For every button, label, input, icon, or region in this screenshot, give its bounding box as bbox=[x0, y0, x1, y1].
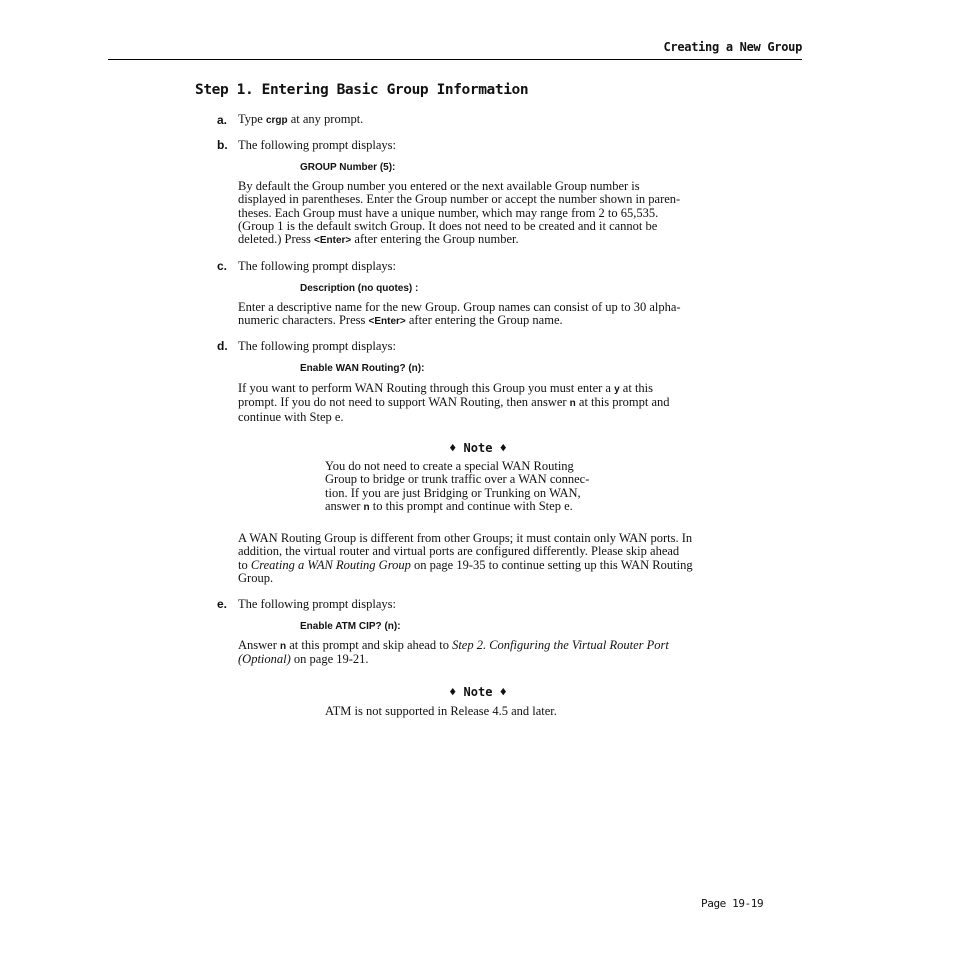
item-b-text: The following prompt displays: bbox=[238, 138, 396, 152]
key-enter: <Enter> bbox=[314, 235, 352, 247]
item-e-text: The following prompt displays: bbox=[238, 597, 396, 611]
item-a-label: a. bbox=[217, 113, 228, 127]
item-d-text: The following prompt displays: bbox=[238, 339, 396, 353]
cross-reference: Step 2. Configuring the Virtual Router Port bbox=[452, 638, 669, 652]
wan-routing-paragraph: A WAN Routing Group is different from other Groups; it must contain only WAN ports. In addition, the virtual router and virtual ports are configured differently. Please skip ahead to Creating a WAN Routing Group on page 19-35 to continue setting up this WAN Routing Group. bbox=[238, 531, 693, 585]
key-enter: <Enter> bbox=[368, 316, 406, 328]
key-n: n bbox=[363, 501, 370, 513]
prompt-enable-wan-routing: Enable WAN Routing? (n): bbox=[300, 363, 425, 374]
header-rule bbox=[108, 59, 802, 60]
item-c-label: c. bbox=[217, 259, 228, 273]
item-b-label: b. bbox=[217, 138, 228, 152]
prompt-enable-atm-cip: Enable ATM CIP? (n): bbox=[300, 621, 401, 632]
running-header: Creating a New Group bbox=[663, 40, 802, 54]
page-number: Page 19-19 bbox=[701, 897, 764, 910]
key-n: n bbox=[280, 641, 287, 652]
item-d-paragraph: If you want to perform WAN Routing through this Group you must enter a y at this prompt. If you do not need to support WAN Routing, then answer n at this prompt and continue with Step e. bbox=[238, 381, 670, 424]
item-c-text: The following prompt displays: bbox=[238, 259, 396, 273]
note-body: You do not need to create a special WAN Routing Group to bridge or trunk traffic over a WAN connec- tion. If you are just Bridging or Trunking on WAN, answer n to this prompt and continue with Step e. bbox=[325, 459, 590, 513]
prompt-description: Description (no quotes) : bbox=[300, 283, 419, 294]
item-a-text: Type crgp at any prompt. bbox=[238, 112, 364, 126]
key-y: y bbox=[614, 384, 620, 395]
item-b-paragraph: By default the Group number you entered or the next available Group number is displayed in parentheses. Enter the Group number or accept the number shown in paren- theses. Each Group must have a unique number, which may range from 2 to 65,535. (Group 1 is the default switch Group. It does not need to be created and it cannot be deleted.) Press <Enter> after entering the Group number. bbox=[238, 179, 681, 247]
prompt-group-number: GROUP Number (5): bbox=[300, 162, 396, 173]
item-e-paragraph: Answer n at this prompt and skip ahead to Step 2. Configuring the Virtual Router Port (Optional) on page 19-21. bbox=[238, 638, 669, 667]
cross-reference: (Optional) bbox=[238, 652, 291, 667]
command-crgp: crgp bbox=[265, 115, 288, 126]
item-c-paragraph: Enter a descriptive name for the new Group. Group names can consist of up to 30 alpha- numeric characters. Press <Enter> after entering the Group name. bbox=[238, 300, 681, 328]
step-title: Step 1. Entering Basic Group Information bbox=[195, 82, 529, 98]
key-n: n bbox=[569, 398, 576, 410]
item-e-label: e. bbox=[217, 597, 228, 611]
note-heading: ♦ Note ♦ bbox=[449, 685, 507, 699]
cross-reference: Creating a WAN Routing Group bbox=[250, 557, 411, 572]
item-d-label: d. bbox=[217, 339, 228, 353]
note-heading: ♦ Note ♦ bbox=[449, 441, 507, 455]
note-body: ATM is not supported in Release 4.5 and later. bbox=[325, 704, 557, 718]
